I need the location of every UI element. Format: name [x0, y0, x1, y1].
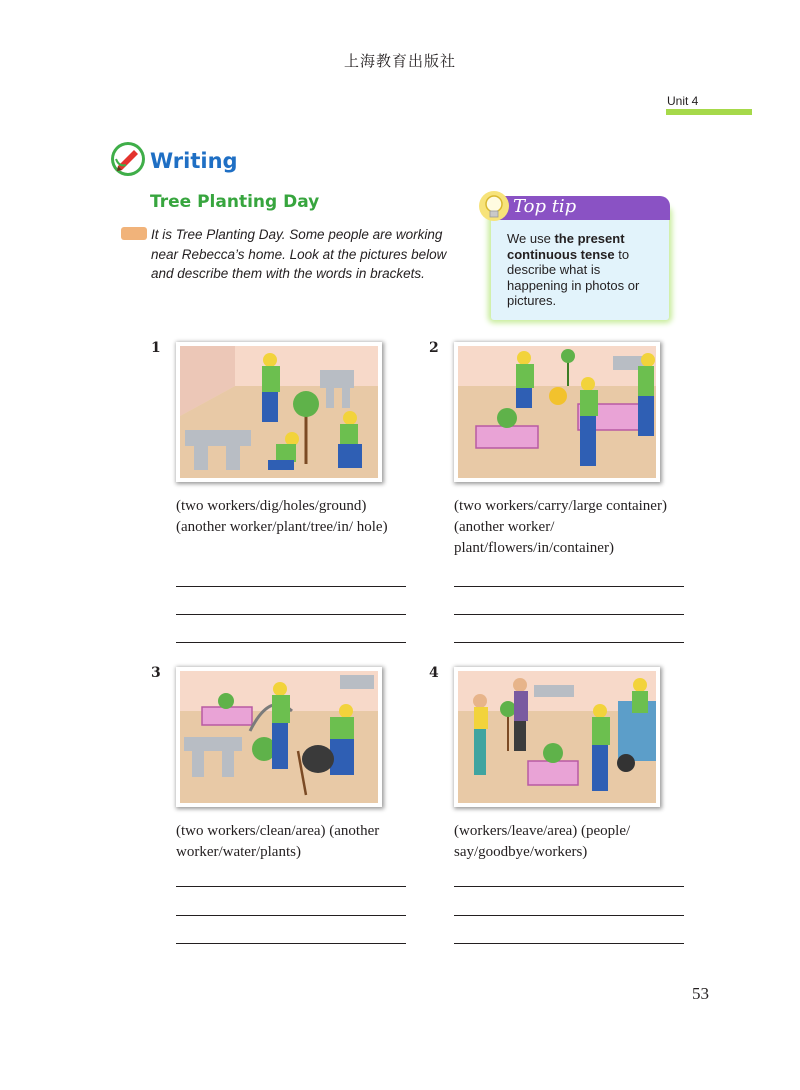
writing-pencil-icon [108, 139, 148, 179]
answer-line[interactable] [176, 614, 406, 615]
cleaning-illustration [180, 671, 378, 803]
unit-label: Unit 4 [667, 94, 699, 108]
exercise-number: 4 [429, 665, 439, 681]
lightbulb-icon [478, 190, 510, 226]
instruction-marker [121, 227, 147, 240]
section-title: Writing [150, 149, 238, 173]
exercise-number: 1 [151, 340, 161, 356]
exercise-3 [151, 665, 421, 965]
top-tip-text-after: to describe what is happening in photos or pictures. [507, 246, 640, 308]
exercise-prompt: (two workers/clean/area) (another worker/water/plants) [176, 823, 380, 860]
unit-bar [666, 109, 752, 115]
top-tip-label: Top tip [513, 196, 577, 217]
exercise-1 [151, 340, 421, 640]
instructions-text: It is Tree Planting Day. Some people are working near Rebecca’s home. Look at the pictures below and describe them with the words in brackets. [151, 227, 447, 281]
page-number: 53 [692, 984, 709, 1003]
answer-line[interactable] [176, 642, 406, 643]
digging-illustration [180, 346, 378, 478]
answer-line[interactable] [454, 586, 684, 587]
top-tip-text-bold: the present continuous tense [507, 231, 625, 262]
exercise-illustration [176, 342, 382, 482]
exercise-4 [429, 665, 699, 965]
carrying-illustration [458, 346, 656, 478]
top-tip-header [498, 196, 670, 220]
answer-line[interactable] [176, 943, 406, 944]
publisher-header: 上海教育出版社 [343, 52, 456, 70]
exercise-illustration [176, 667, 382, 807]
answer-line[interactable] [454, 614, 684, 615]
answer-line[interactable] [454, 886, 684, 887]
exercise-prompt: (two workers/dig/holes/ground) (another worker/plant/tree/in/ hole) [176, 498, 388, 535]
answer-line[interactable] [454, 915, 684, 916]
top-tip-text-before: We use [507, 231, 555, 246]
goodbye-illustration [458, 671, 656, 803]
exercise-number: 2 [429, 340, 439, 356]
top-tip-text [507, 231, 663, 309]
exercise-illustration [454, 667, 660, 807]
lesson-title: Tree Planting Day [150, 192, 320, 212]
exercise-2 [429, 340, 699, 640]
exercise-prompt: (two workers/carry/large container) (another worker/ plant/flowers/in/container) [454, 498, 667, 556]
answer-line[interactable] [176, 915, 406, 916]
answer-line[interactable] [176, 586, 406, 587]
exercise-illustration [454, 342, 660, 482]
answer-line[interactable] [176, 886, 406, 887]
answer-line[interactable] [454, 642, 684, 643]
exercise-number: 3 [151, 665, 161, 681]
answer-line[interactable] [454, 943, 684, 944]
exercise-prompt: (workers/leave/area) (people/ say/goodbye/workers) [454, 823, 631, 860]
